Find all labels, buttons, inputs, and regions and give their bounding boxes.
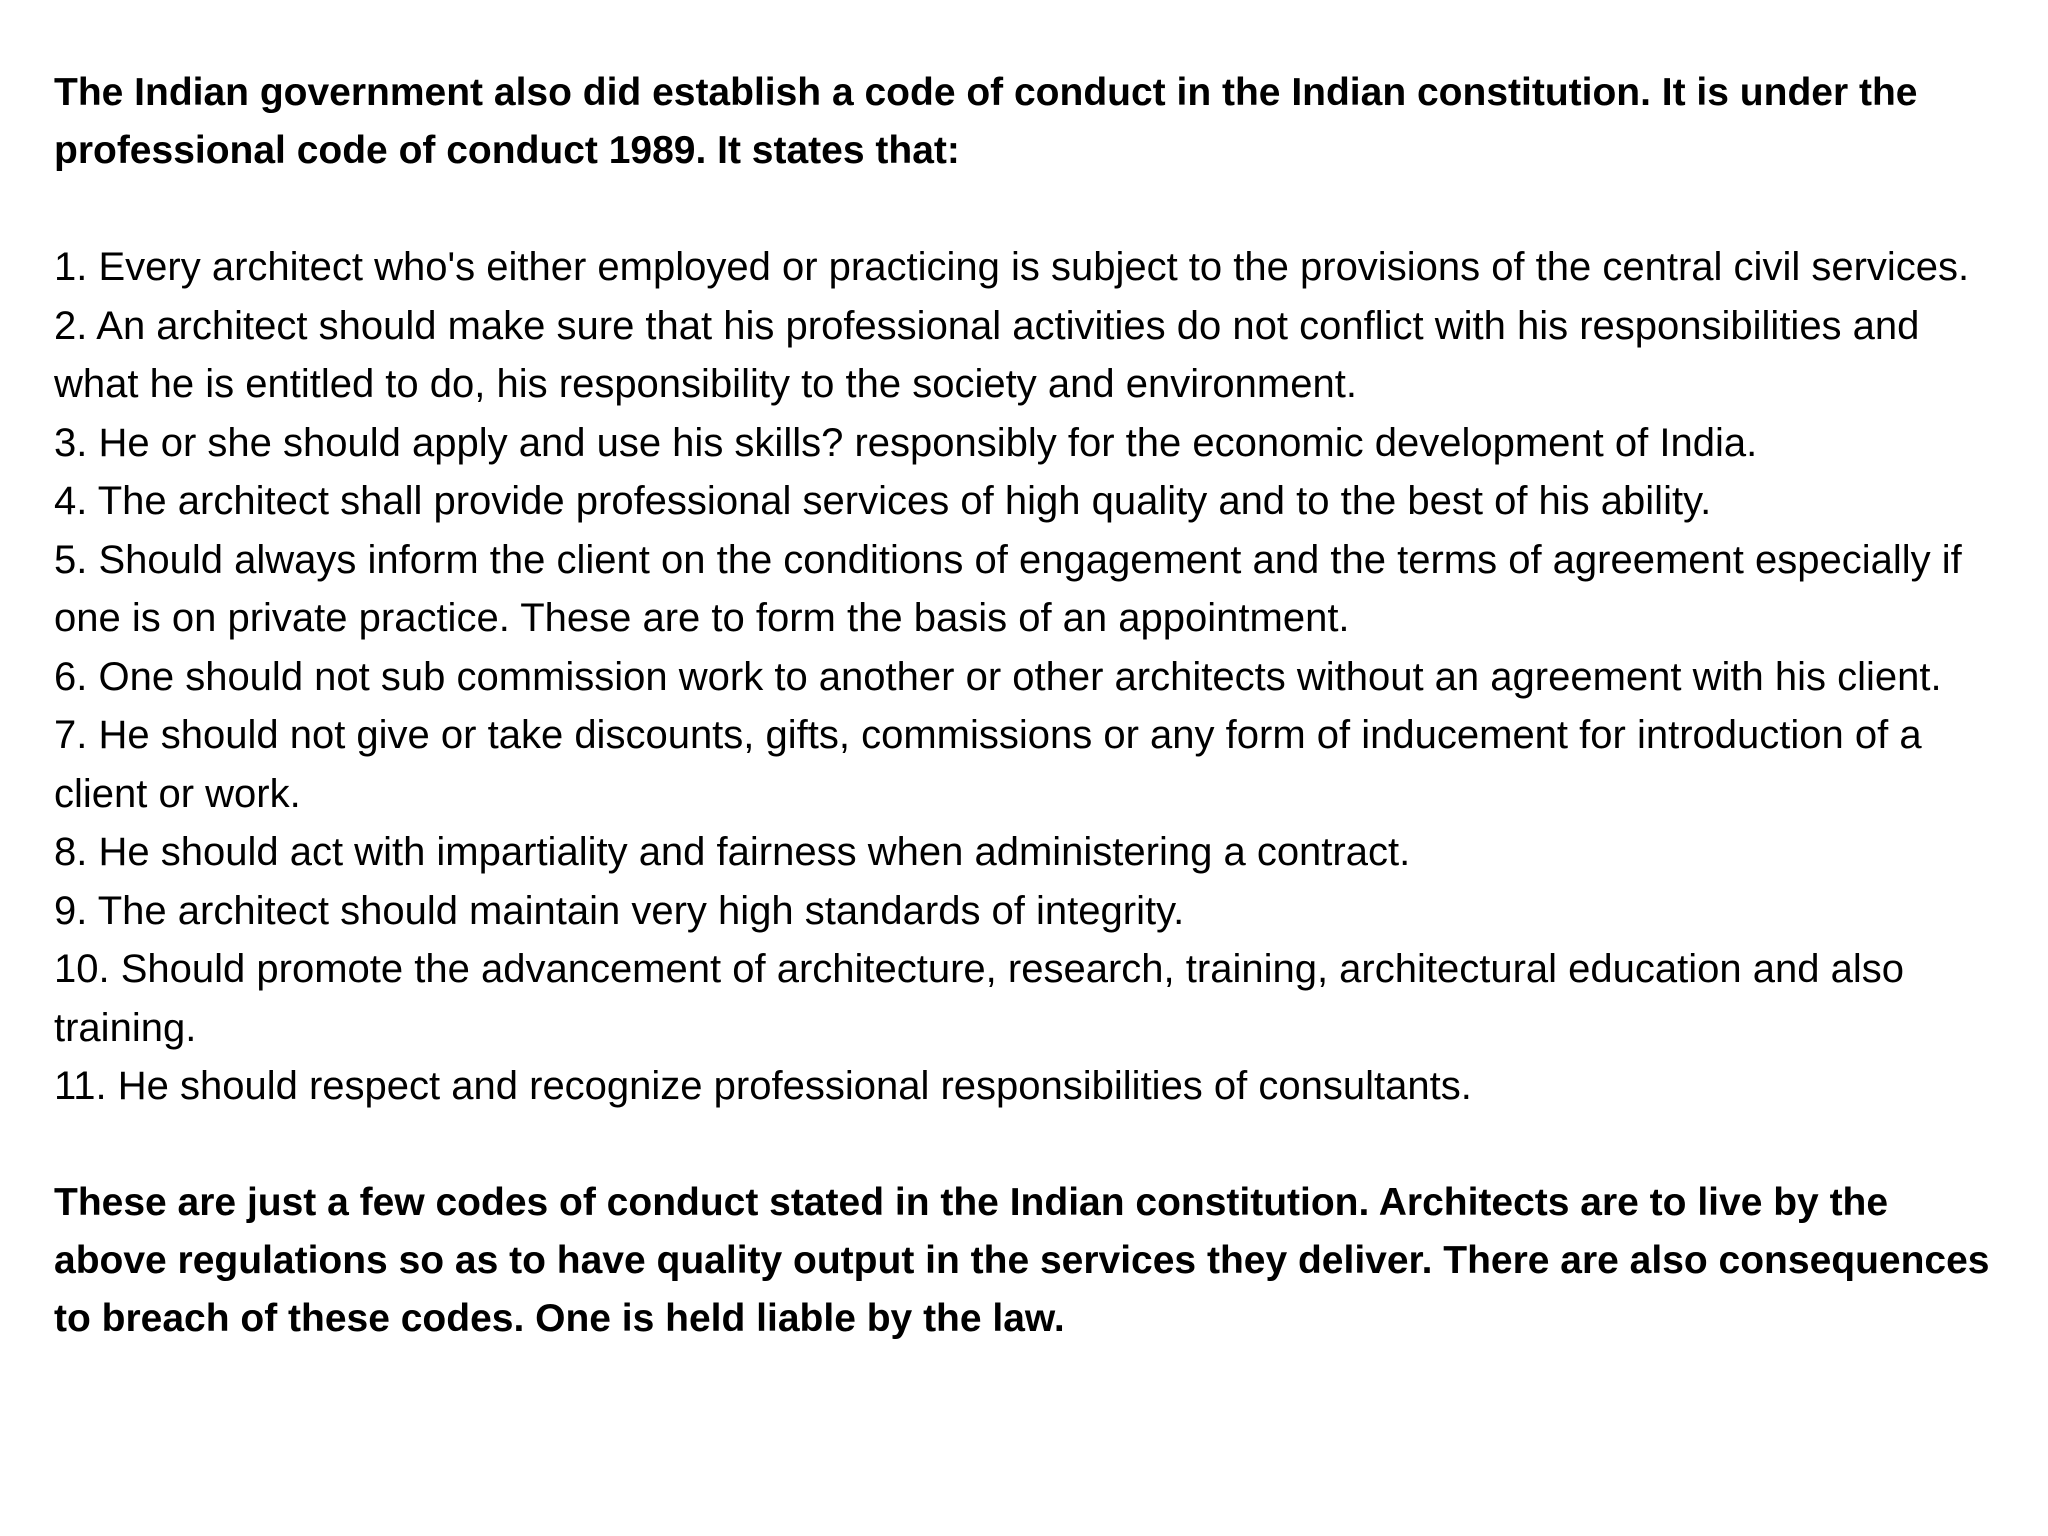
code-item-8: 8. He should act with impartiality and fairness when administering a contract. — [54, 830, 1411, 874]
code-of-conduct-list — [54, 238, 1994, 1116]
code-item-3: 3. He or she should apply and use his skills? responsibly for the economic development of India. — [54, 420, 1758, 465]
code-item-7: 7. He should not give or take discounts, gifts, commissions or any form of inducement for introduction of a client or work. — [54, 713, 1922, 816]
code-item-11: 11. He should respect and recognize professional responsibilities of consultants. — [54, 1064, 1472, 1108]
code-item-9: 9. The architect should maintain very high standards of integrity. — [54, 888, 1185, 933]
closing-paragraph: These are just a few codes of conduct stated in the Indian constitution. Architects are to live by the above regulations so as to have quality output in the services they deliver. There are also consequences to breach of these codes. One is held liable by the law. — [54, 1180, 1990, 1340]
code-item-6: 6. One should not sub commission work to another or other architects without an agreement with his client. — [54, 654, 1942, 699]
code-item-4: 4. The architect shall provide professional services of high quality and to the best of his ability. — [54, 479, 1712, 523]
code-item-2: 2. An architect should make sure that his professional activities do not conflict with his responsibilities and what he is entitled to do, his responsibility to the society and environment. — [54, 303, 1920, 406]
code-item-10: 10. Should promote the advancement of architecture, research, training, architectural education and also training. — [54, 947, 1904, 1050]
code-item-1: 1. Every architect who's either employed or practicing is subject to the provisions of the central civil services. — [54, 245, 1970, 289]
code-item-5: 5. Should always inform the client on the conditions of engagement and the terms of agreement especially if one is on private practice. These are to form the basis of an appointment. — [54, 537, 1962, 640]
intro-paragraph: The Indian government also did establish a code of conduct in the Indian constitution. It is under the professional code of conduct 1989. It states that: — [54, 71, 1918, 172]
